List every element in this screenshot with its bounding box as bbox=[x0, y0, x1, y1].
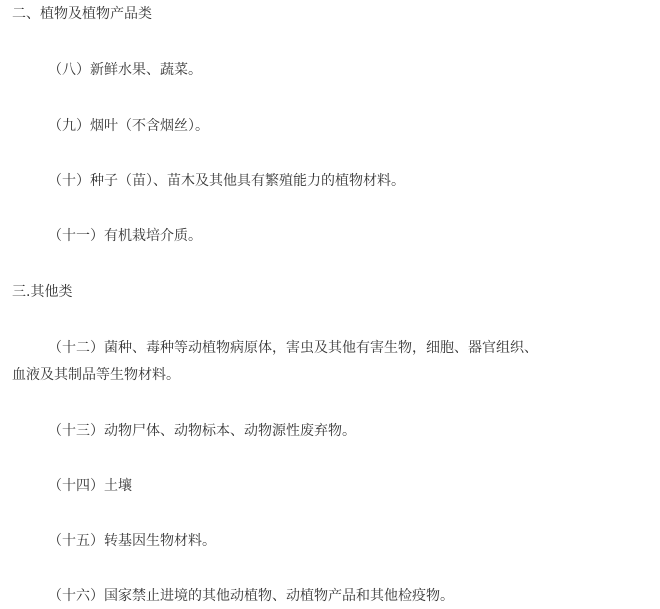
section-heading-plants: 二、植物及植物产品类 bbox=[12, 6, 152, 22]
list-item-9: （九）烟叶（不含烟丝）。 bbox=[48, 118, 209, 134]
list-item-14: （十四）土壤 bbox=[48, 478, 132, 494]
list-item-12: （十二）菌种、毒种等动植物病原体，害虫及其他有害生物，细胞、器官组织、 bbox=[48, 340, 538, 356]
list-item-12-continuation: 血液及其制品等生物材料。 bbox=[12, 367, 180, 383]
list-item-11: （十一）有机栽培介质。 bbox=[48, 228, 202, 244]
list-item-15: （十五）转基因生物材料。 bbox=[48, 533, 216, 549]
section-heading-other: 三.其他类 bbox=[12, 284, 73, 300]
list-item-8: （八）新鲜水果、蔬菜。 bbox=[48, 62, 202, 78]
list-item-10: （十）种子（苗）、苗木及其他具有繁殖能力的植物材料。 bbox=[48, 173, 405, 189]
list-item-16: （十六）国家禁止进境的其他动植物、动植物产品和其他检疫物。 bbox=[48, 588, 454, 604]
list-item-13: （十三）动物尸体、动物标本、动物源性废弃物。 bbox=[48, 423, 356, 439]
